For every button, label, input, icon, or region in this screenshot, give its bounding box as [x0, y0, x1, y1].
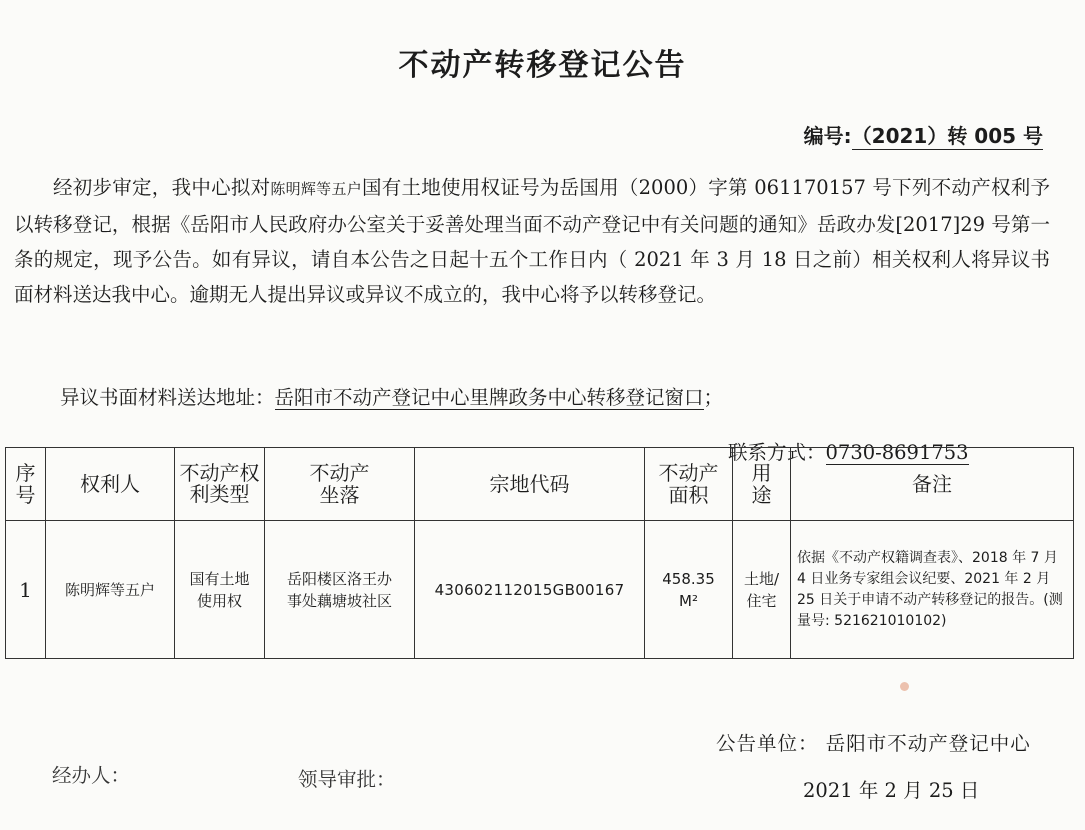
cell-usage: 土地/住宅 [733, 521, 791, 659]
table-header-row [6, 448, 1074, 521]
header-area: 不动产面积 [645, 448, 733, 521]
document-number-value: （2021）转 005 号 [851, 124, 1043, 148]
notice-body [14, 170, 1050, 312]
header-usage: 用途 [733, 448, 791, 521]
body-holders: 陈明辉等五户 [270, 180, 362, 198]
area-unit: M² [679, 591, 698, 610]
cell-area [645, 521, 733, 659]
body-part1: 经初步审定，我中心拟对 [53, 176, 271, 199]
handler-label: 经办人： [52, 764, 131, 787]
cell-remarks: 依据《不动产权籍调查表》、2018 年 7 月 4 日业务专家组会议纪要、2021 年 2 月 25 日关于申请不动产转移登记的报告。(测量号: 521621010102) [791, 521, 1074, 659]
cell-parcel-code: 430602112015GB00167 [415, 521, 645, 659]
cell-holder: 陈明辉等五户 [46, 521, 175, 659]
objection-address-label: 异议书面材料送达地址： [60, 386, 275, 409]
area-value: 458.35 [662, 569, 715, 588]
objection-address-suffix: ； [703, 386, 724, 409]
contact-label: 联系方式： [728, 441, 826, 464]
notice-title: 不动产转移登记公告 [398, 48, 687, 83]
publishing-unit-value: 岳阳市不动产登记中心 [825, 732, 1031, 755]
ink-dot [900, 682, 909, 691]
publishing-unit-label: 公告单位： [716, 732, 819, 755]
cell-right-type: 国有土地使用权 [175, 521, 265, 659]
document-number-label: 编号: [803, 124, 852, 148]
body-part2: 国有土地使用权证号为岳国用（2000）字第 061170157 号下列不动产权利予以转移登记，根据《岳阳市人民政府办公室关于妥善处理当面不动产登记中有关问题的通知》岳政办发[2017]29 号第一条的规定，现予公告。如有异议，请自本公告之日起十五个工作日内（ 2021 年 3 月 18 日之前）相关权利人将异议书面材料送达我中心。逾期无人提出异议或异议不成立的，我中心将予以转移登记。 [14, 176, 1050, 306]
registration-table [5, 447, 1074, 659]
table-row [6, 521, 1074, 659]
header-right-type: 不动产权利类型 [175, 448, 265, 521]
header-holder: 权利人 [46, 448, 175, 521]
document-number [804, 120, 1043, 149]
notice-date: 2021 年 2 月 25 日 [803, 779, 980, 802]
publishing-unit [716, 728, 1031, 756]
header-parcel-code: 宗地代码 [415, 448, 645, 521]
objection-address [60, 382, 723, 410]
header-remarks: 备注 [791, 448, 1074, 521]
objection-address-value: 岳阳市不动产登记中心里牌政务中心转移登记窗口 [274, 386, 704, 409]
header-index: 序号 [6, 448, 46, 521]
contact-phone: 0730-8691753 [825, 441, 969, 464]
approver-label: 领导审批： [298, 768, 396, 791]
header-location: 不动产坐落 [265, 448, 415, 521]
cell-location: 岳阳楼区洛王办事处藕塘坡社区 [265, 521, 415, 659]
cell-index: 1 [6, 521, 46, 659]
